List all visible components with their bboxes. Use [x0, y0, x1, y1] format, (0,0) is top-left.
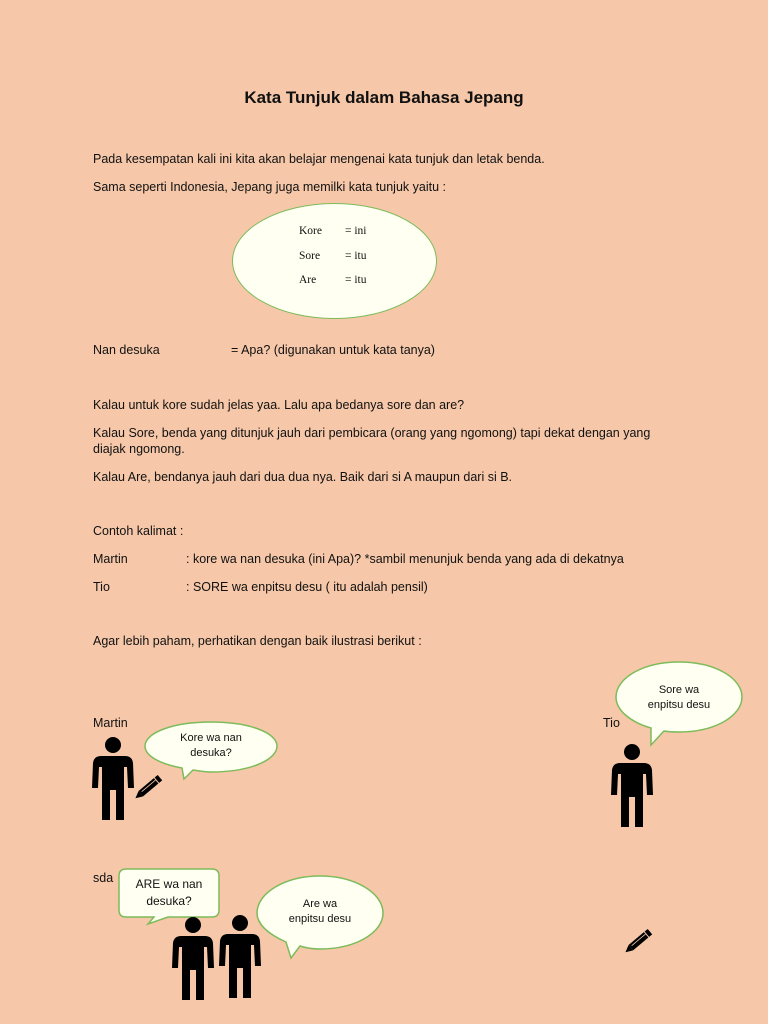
- explanation-line-2: Kalau Sore, benda yang ditunjuk jauh dari pembicara (orang yang ngomong) tapi dekat dengan yang diajak ngomong.: [93, 426, 651, 456]
- bubble-martin-line-2: desuka?: [190, 747, 232, 759]
- demonstrative-word-are: Are: [299, 274, 317, 286]
- demonstrative-word-kore: Kore: [299, 225, 322, 237]
- label-martin: Martin: [93, 716, 128, 730]
- person-icon-tio: [611, 744, 653, 827]
- bubble-are-question-text: [119, 876, 219, 910]
- bubble-tio-text: [620, 683, 738, 713]
- example-line-tio: : SORE wa enpitsu desu ( itu adalah pensil): [186, 580, 428, 594]
- illustration-intro: Agar lebih paham, perhatikan dengan baik ilustrasi berikut :: [93, 634, 422, 648]
- bubble-are-answer-line-1: Are wa: [302, 898, 338, 910]
- nan-desuka-term: Nan desuka: [93, 343, 160, 357]
- bubble-are-answer-text: [262, 897, 378, 927]
- pencil-icon-martin: [133, 775, 162, 801]
- person-icon-martin: [92, 737, 134, 820]
- bubble-martin-text: [150, 731, 272, 761]
- intro-line-2: Sama seperti Indonesia, Jepang juga memilki kata tunjuk yaitu :: [93, 180, 446, 194]
- person-icon-sda-left: [172, 917, 214, 1000]
- demonstrative-meaning-sore: = itu: [345, 250, 367, 262]
- demonstrative-word-sore: Sore: [299, 250, 321, 262]
- explanation-line-3: Kalau Are, bendanya jauh dari dua dua nya. Baik dari si A maupun dari si B.: [93, 470, 513, 484]
- bubble-tio-line-1: Sore wa: [658, 684, 700, 696]
- label-tio: Tio: [603, 716, 620, 730]
- page-title: Kata Tunjuk dalam Bahasa Jepang: [244, 88, 524, 107]
- bubble-are-answer-line-2: enpitsu desu: [288, 913, 352, 925]
- example-line-martin: : kore wa nan desuka (ini Apa)? *sambil menunjuk benda yang ada di dekatnya: [186, 552, 624, 566]
- pencil-icon-far: [623, 929, 652, 955]
- explanation-line-1: Kalau untuk kore sudah jelas yaa. Lalu apa bedanya sore dan are?: [93, 398, 465, 412]
- bubble-martin-line-1: Kore wa nan: [180, 732, 242, 744]
- bubble-are-question-line-2: desuka?: [146, 894, 192, 908]
- person-icon-sda-right: [219, 915, 261, 998]
- nan-desuka-meaning: = Apa? (digunakan untuk kata tanya): [231, 343, 435, 357]
- label-sda: sda: [93, 871, 114, 885]
- bubble-are-question-line-1: ARE wa nan: [135, 877, 203, 891]
- demonstrative-meaning-kore: = ini: [345, 225, 367, 237]
- bubble-tio-line-2: enpitsu desu: [647, 699, 711, 711]
- example-speaker-martin: Martin: [93, 552, 128, 566]
- intro-line-1: Pada kesempatan kali ini kita akan belajar mengenai kata tunjuk dan letak benda.: [93, 152, 545, 166]
- examples-heading: Contoh kalimat :: [93, 524, 184, 538]
- example-speaker-tio: Tio: [93, 580, 110, 594]
- demonstrative-meaning-are: = itu: [345, 274, 367, 286]
